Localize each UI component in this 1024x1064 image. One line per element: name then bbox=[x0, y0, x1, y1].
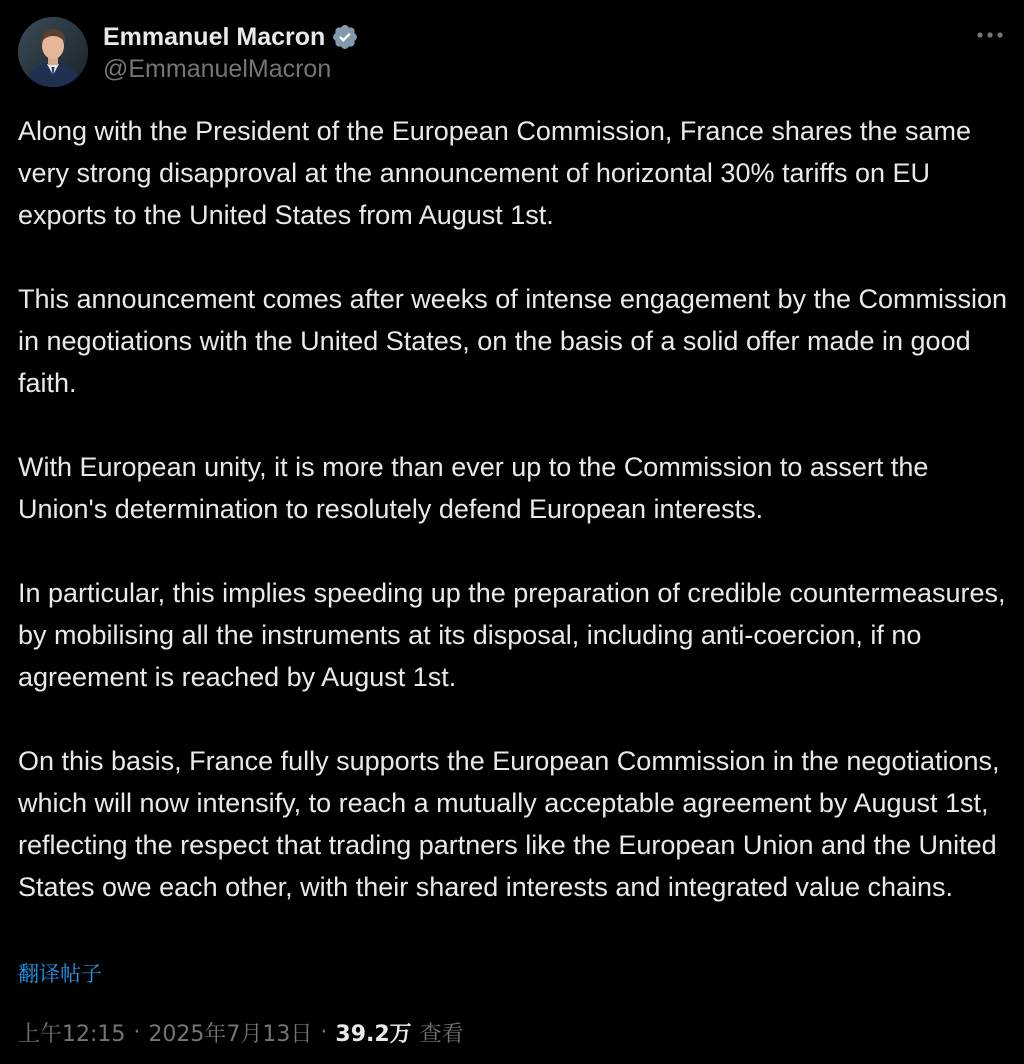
tweet-paragraph: Along with the President of the European Commission, France shares the same very strong disapproval at the announcement of horizontal 30% tariffs on EU exports to the United States from August 1st. bbox=[18, 116, 971, 230]
avatar[interactable] bbox=[18, 17, 88, 87]
display-name-row bbox=[103, 19, 359, 55]
timestamp-date[interactable]: 2025年7月13日 bbox=[148, 1022, 313, 1047]
handle[interactable]: @EmmanuelMacron bbox=[103, 55, 332, 83]
timestamp-time[interactable]: 上午12:15 bbox=[18, 1022, 126, 1047]
separator: · bbox=[320, 1020, 328, 1045]
separator: · bbox=[133, 1020, 141, 1045]
more-options-icon[interactable] bbox=[972, 21, 1008, 49]
tweet-paragraph: On this basis, France fully supports the European Commission in the negotiations, which will now intensify, to reach a mutually acceptable agreement by August 1st, reflecting the respect that trading partners like the European Union and the United States owe each other, with their shared interests and integrated value chains. bbox=[18, 746, 1000, 902]
views-label[interactable]: 查看 bbox=[419, 1022, 464, 1047]
tweet-header bbox=[18, 17, 1008, 89]
tweet-text bbox=[18, 110, 1013, 908]
views-count[interactable]: 39.2万 bbox=[335, 1022, 412, 1047]
tweet-paragraph: This announcement comes after weeks of intense engagement by the Commission in negotiations with the United States, on the basis of a solid offer made in good faith. bbox=[18, 284, 1008, 398]
tweet-paragraph: With European unity, it is more than ever up to the Commission to assert the Union's determination to resolutely defend European interests. bbox=[18, 452, 929, 524]
tweet-metadata bbox=[18, 1017, 464, 1048]
avatar-photo bbox=[18, 17, 88, 87]
translate-post-link[interactable]: 翻译帖子 bbox=[18, 962, 102, 986]
tweet-paragraph: In particular, this implies speeding up the preparation of credible countermeasures, by mobilising all the instruments at its disposal, including anti-coercion, if no agreement is reached by August 1st. bbox=[18, 578, 1006, 692]
verified-badge-icon[interactable] bbox=[331, 23, 359, 51]
author-names bbox=[103, 19, 359, 84]
display-name[interactable]: Emmanuel Macron bbox=[103, 22, 326, 51]
